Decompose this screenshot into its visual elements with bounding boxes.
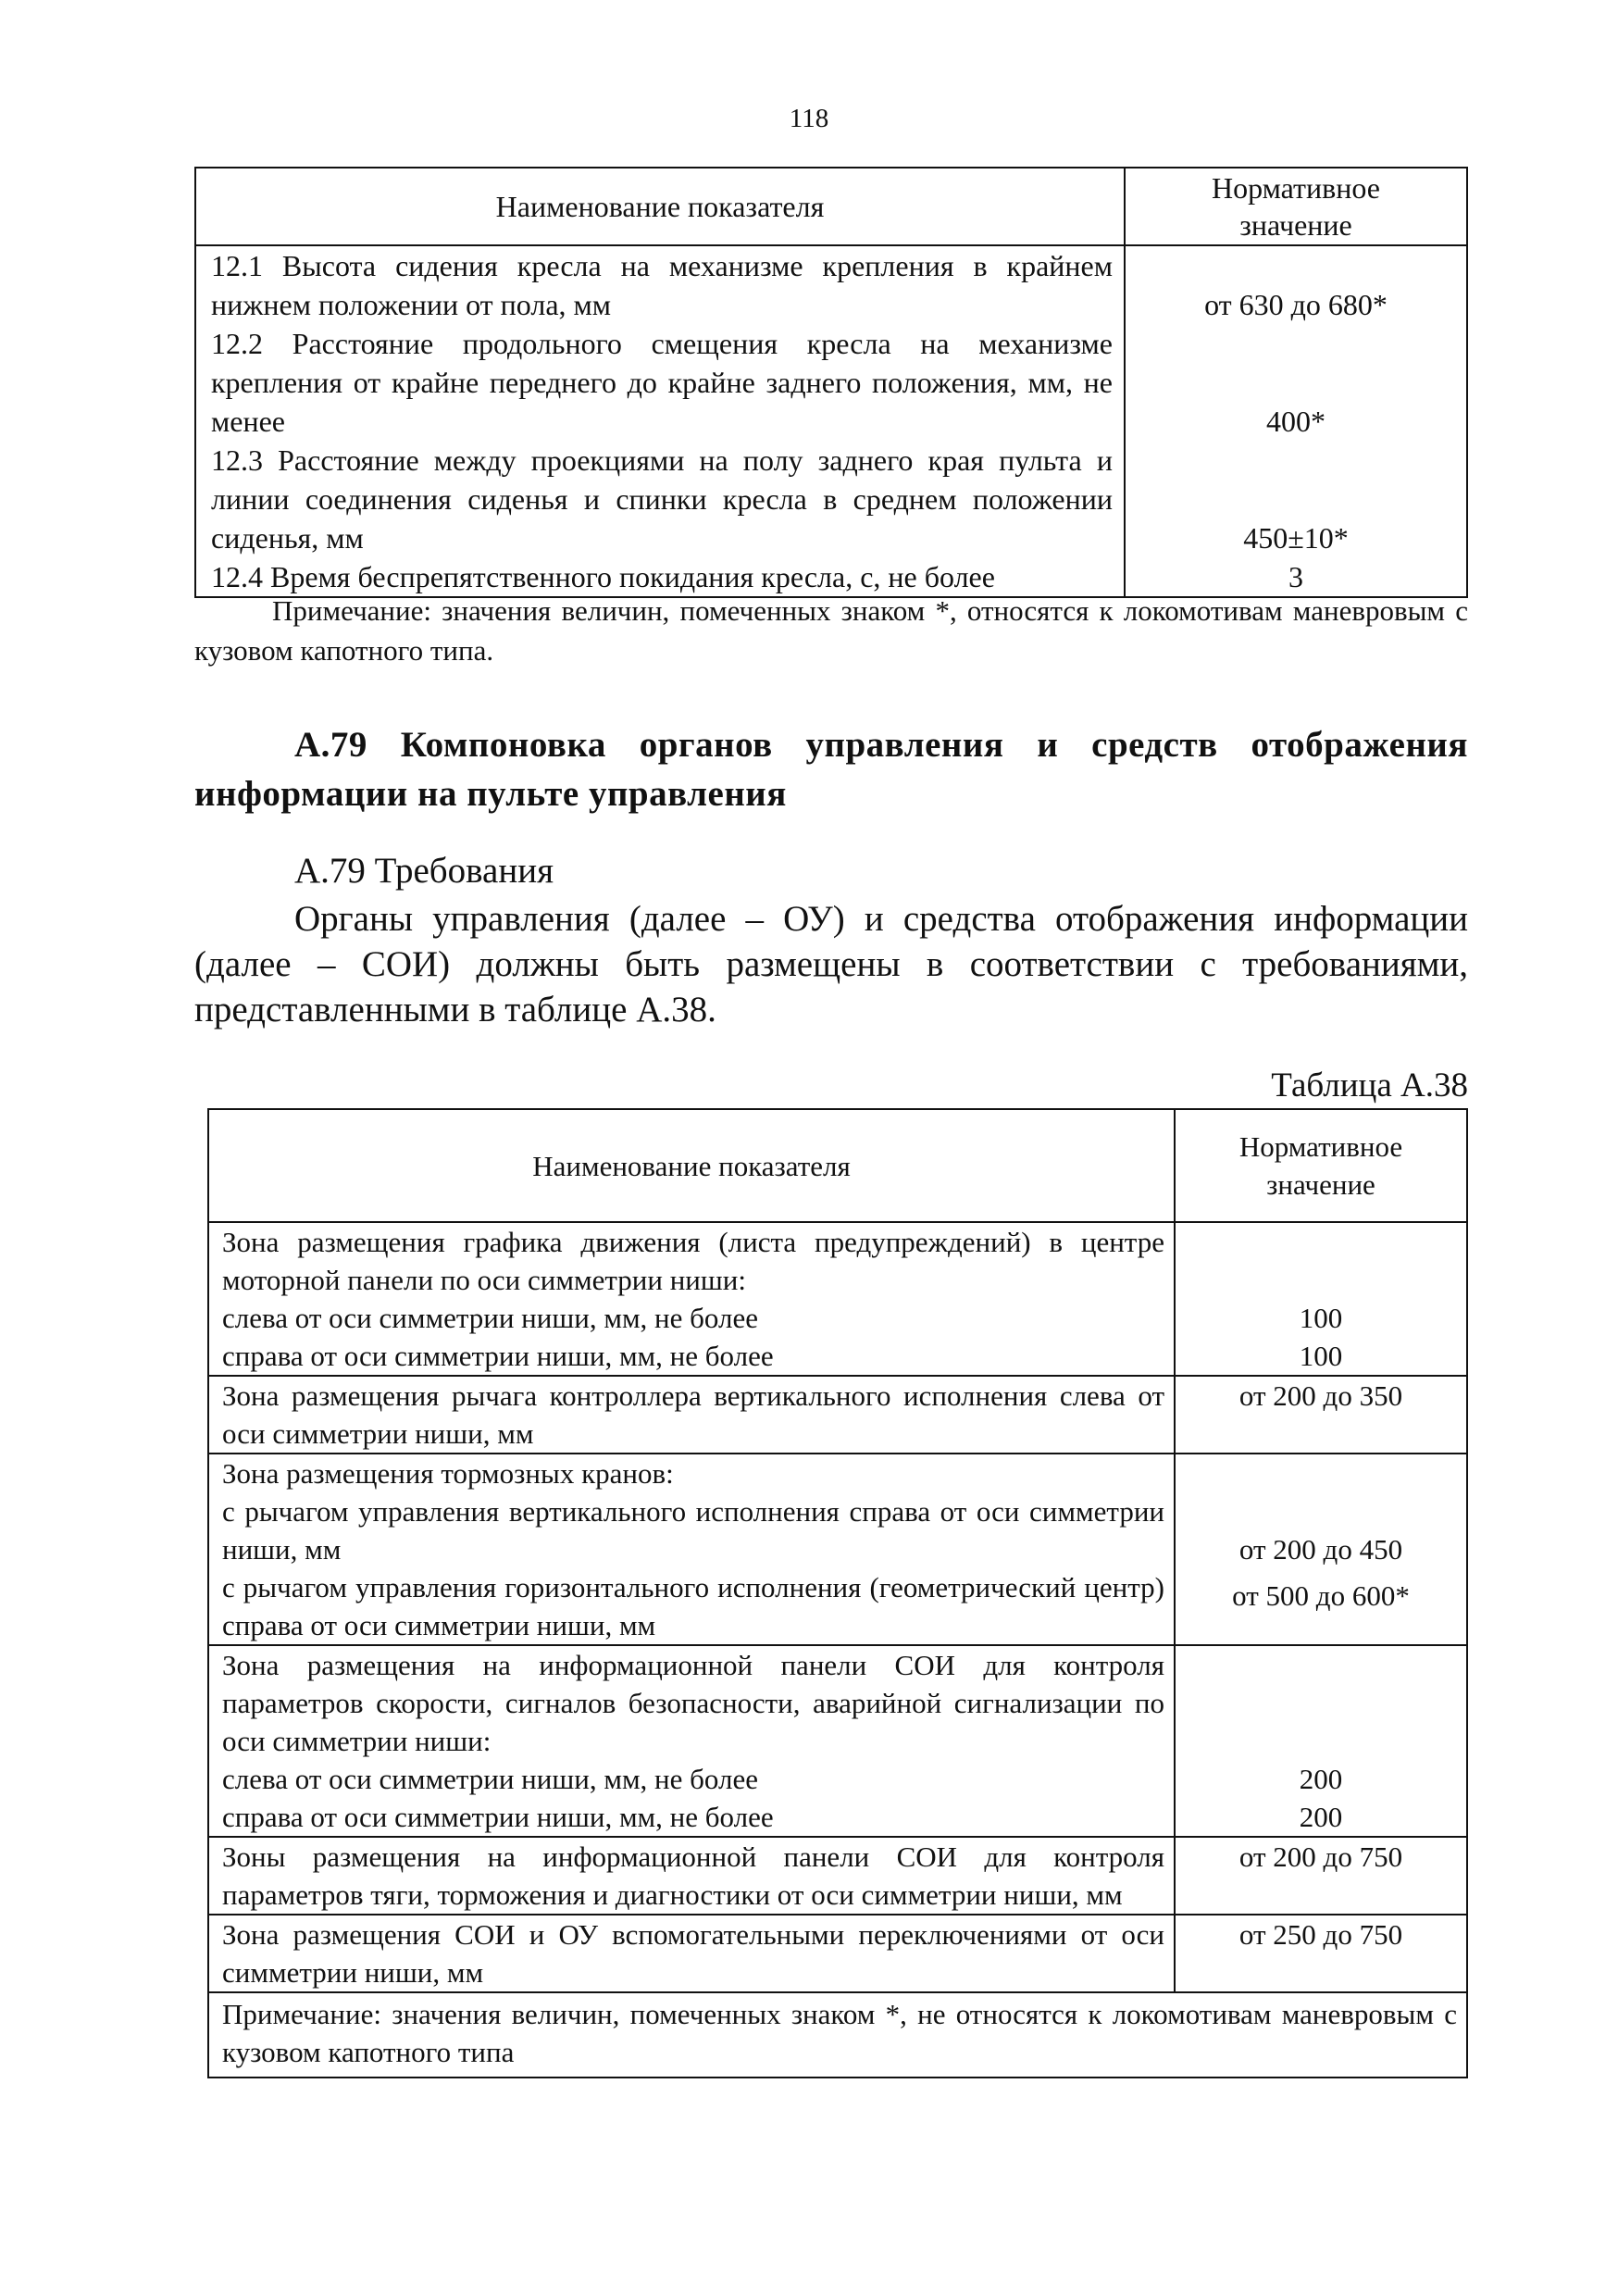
requirements-title: А.79 Требования bbox=[294, 851, 554, 891]
header-value-line-2: значение bbox=[1266, 1168, 1375, 1201]
row-value: от 200 до 350 bbox=[1238, 1379, 1403, 1412]
table-row bbox=[208, 1645, 1467, 1837]
header-value bbox=[1175, 1109, 1467, 1222]
row-text: Зона размещения на информационной панели СОИ для контроля параметров скорости, сигналов безопасности, аварийной сигнализации по оси симметрии ниши: bbox=[222, 1649, 1164, 1757]
row-value: от 630 до 680* bbox=[1204, 288, 1388, 321]
row-value: от 200 до 450 bbox=[1238, 1533, 1403, 1566]
row-text: Зоны размещения на информационной панели СОИ для контроля параметров тяги, торможения и диагностики от оси симметрии ниши, мм bbox=[222, 1841, 1164, 1911]
table-row bbox=[208, 1915, 1467, 1992]
row-value: от 250 до 750 bbox=[1238, 1918, 1403, 1951]
row-name: 12.3 Расстояние между проекциями на полу заднего края пульта и линии соединения сиденья и спинки кресла в среднем положении сиденья, мм bbox=[211, 443, 1113, 555]
header-value-line-1: Нормативное bbox=[1238, 1130, 1403, 1163]
row-name: 12.1 Высота сидения кресла на механизме крепления в крайнем нижнем положении от пола, мм bbox=[211, 249, 1113, 321]
row-text: Зона размещения СОИ и ОУ вспомогательными переключениями от оси симметрии ниши, мм bbox=[222, 1918, 1164, 1989]
table-note-row bbox=[208, 1992, 1467, 2078]
row-text: с рычагом управления вертикального исполнения справа от оси симметрии ниши, мм bbox=[222, 1495, 1164, 1566]
row-text: справа от оси симметрии ниши, мм, не более bbox=[222, 1801, 774, 1833]
row-name: 12.2 Расстояние продольного смещения кресла на механизме крепления от крайне переднего до крайне заднего положения, мм, не менее bbox=[211, 327, 1113, 438]
table-1-note: Примечание: значения величин, помеченных знаком *, относятся к локомотивам маневровым с кузовом капотного типа. bbox=[194, 594, 1468, 667]
table-header-row bbox=[208, 1109, 1467, 1222]
row-value: 100 bbox=[1299, 1340, 1343, 1372]
row-value: 400* bbox=[1266, 405, 1326, 438]
header-value-line-1: Нормативное bbox=[1212, 171, 1380, 205]
row-text: справа от оси симметрии ниши, мм, не более bbox=[222, 1340, 774, 1372]
row-value: 3 bbox=[1288, 560, 1303, 593]
indicator-table-a38 bbox=[207, 1108, 1468, 2078]
row-value: 200 bbox=[1299, 1763, 1343, 1795]
header-name: Наименование показателя bbox=[195, 168, 1125, 245]
table-row bbox=[208, 1837, 1467, 1915]
row-value: от 500 до 600* bbox=[1232, 1579, 1410, 1612]
table-note: Примечание: значения величин, помеченных знаком *, не относятся к локомотивам маневровым с кузовом капотного типа bbox=[208, 1992, 1467, 2078]
table-row bbox=[208, 1454, 1467, 1645]
row-text: слева от оси симметрии ниши, мм, не более bbox=[222, 1302, 759, 1334]
row-text: с рычагом управления горизонтального исполнения (геометрический центр) справа от оси симметрии ниши, мм bbox=[222, 1571, 1164, 1641]
header-value-line-2: значение bbox=[1239, 208, 1352, 242]
row-value: от 200 до 750 bbox=[1238, 1841, 1403, 1873]
row-value: 200 bbox=[1299, 1801, 1343, 1833]
row-value: 100 bbox=[1299, 1302, 1343, 1334]
row-text: слева от оси симметрии ниши, мм, не более bbox=[222, 1763, 759, 1795]
row-name: 12.4 Время беспрепятственного покидания кресла, с, не более bbox=[211, 560, 995, 593]
header-value bbox=[1125, 168, 1467, 245]
table-row bbox=[195, 245, 1467, 597]
requirements-text: Органы управления (далее – ОУ) и средства отображения информации (далее – СОИ) должны быть размещены в соответствии с требованиями, представленными в таблице А.38. bbox=[194, 899, 1468, 1029]
table-row bbox=[208, 1376, 1467, 1454]
table-caption: Таблица А.38 bbox=[1271, 1067, 1468, 1104]
table-row bbox=[208, 1222, 1467, 1376]
header-name: Наименование показателя bbox=[208, 1109, 1175, 1222]
table-header-row bbox=[195, 168, 1467, 245]
row-text: Зона размещения графика движения (листа предупреждений) в центре моторной панели по оси симметрии ниши: bbox=[222, 1226, 1164, 1296]
indicator-table-1 bbox=[194, 167, 1468, 598]
row-text: Зона размещения рычага контроллера вертикального исполнения слева от оси симметрии ниши, мм bbox=[222, 1379, 1164, 1450]
row-value: 450±10* bbox=[1243, 521, 1349, 555]
row-text: Зона размещения тормозных кранов: bbox=[222, 1457, 674, 1490]
section-heading: А.79 Компоновка органов управления и средств отображения информации на пульте управления bbox=[194, 725, 1468, 814]
page-number: 118 bbox=[789, 104, 829, 133]
